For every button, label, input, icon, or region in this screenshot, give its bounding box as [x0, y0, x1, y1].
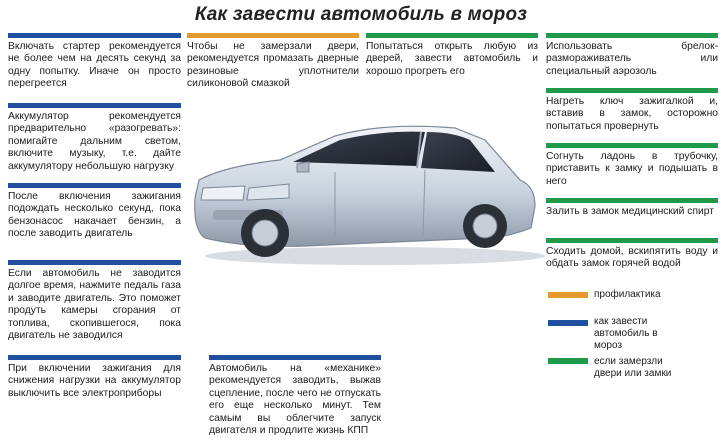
tip-lighter-text: Нагреть ключ зажигалкой и, вставив в замок, осторожно попытаться провернуть — [546, 96, 718, 132]
tip-palm-text: Согнуть ладонь в трубочку, приставить к замку и подышать в него — [546, 151, 718, 187]
legend-swatch-green — [548, 358, 588, 364]
tip-battery — [8, 103, 181, 173]
page-title: Как завести автомобиль в мороз — [194, 4, 528, 25]
legend-label-prevention: профилактика — [594, 289, 661, 300]
tip-doors — [187, 33, 359, 91]
car-illustration — [185, 88, 550, 268]
legend-label-frozen: если замерзли двери или замки — [594, 356, 672, 379]
tip-starter-text: Включать стартер рекомендуется не более чем на десять секунд за одну попытку. Иначе он просто перегреется — [8, 41, 181, 90]
tip-pedal-text: Если автомобиль не заводится долгое время, нажмите педаль газа и заводите двигатель. Это поможет продуть камеры сгорания от топлива, скопившегося, пока двигатель не заводился — [8, 268, 181, 342]
legend-swatch-blue — [548, 320, 588, 326]
legend-label-start: как завести автомобиль в мороз — [594, 316, 658, 351]
tip-lighter — [546, 88, 718, 133]
tip-doors-text: Чтобы не замерзали двери, рекомендуется промазать дверные резиновые уплотнители силиконовой смазкой — [187, 41, 359, 90]
tip-other-door — [366, 33, 538, 78]
tip-manual-text: Автомобиль на «механике» рекомендуется заводить, выжав сцепление, после чего не отпускать его еще несколько минут. Тем самым вы облегчите запуск двигателя и продлите жизнь КПП — [209, 363, 381, 437]
tip-water — [546, 238, 718, 271]
tip-keyfob-text: Использовать брелок-размораживатель или специальный аэрозоль — [546, 41, 718, 77]
tip-spirit-text: Залить в замок медицинский спирт — [546, 206, 714, 217]
legend-swatch-orange — [548, 292, 588, 298]
tip-keyfob — [546, 33, 718, 78]
tip-electrics — [8, 355, 181, 400]
tip-battery-text: Аккумулятор рекомендуется предварительно «разогревать»: помигайте дальним светом, включите музыку, т.е. дайте аккумулятору небольшую нагрузку — [8, 111, 181, 172]
tip-electrics-text: При включении зажигания для снижения нагрузки на аккумулятор выключить все электроприборы — [8, 363, 181, 399]
tip-manual — [209, 355, 381, 437]
tip-wait-text: После включения зажигания подождать несколько секунд, пока бензонасос накачает бензин, а после заводить двигатель — [8, 191, 181, 240]
tip-starter — [8, 33, 181, 91]
tip-spirit — [546, 198, 718, 218]
tip-pedal — [8, 260, 181, 342]
tip-other-door-text: Попытаться открыть любую из дверей, завести автомобиль и хорошо прогреть его — [366, 41, 538, 77]
tip-water-text: Сходить домой, вскипятить воду и обдать замок горячей водой — [546, 246, 718, 270]
tip-palm — [546, 143, 718, 188]
tip-wait — [8, 183, 181, 241]
